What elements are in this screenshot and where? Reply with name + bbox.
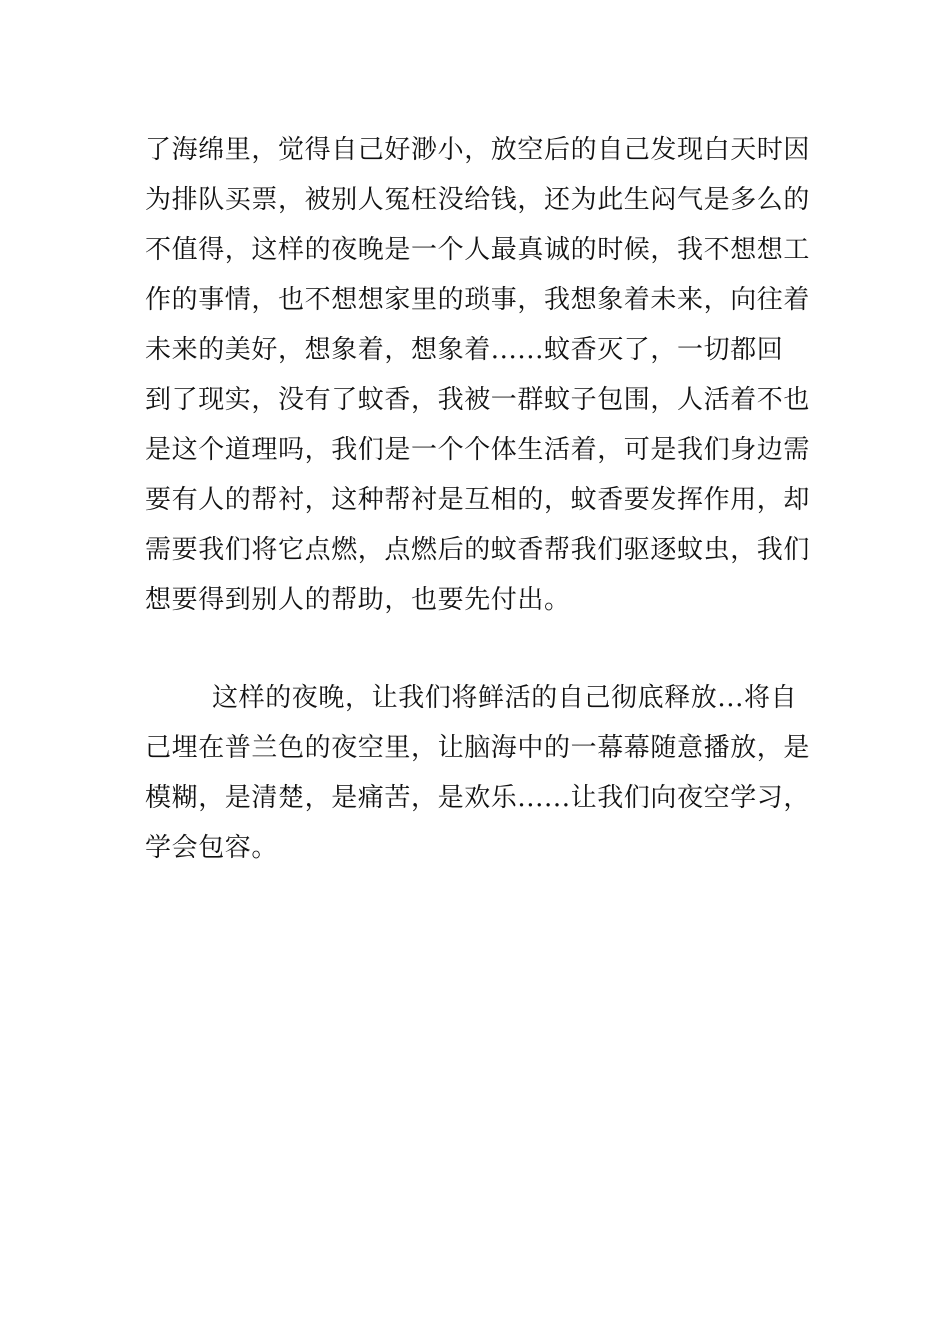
paragraph-line: 是这个道理吗，我们是一个个体生活着，可是我们身边需 (145, 435, 811, 465)
paragraph-line: 不值得，这样的夜晚是一个人最真诚的时候，我不想想工 (145, 235, 811, 265)
paragraph-line: 了海绵里，觉得自己好渺小，放空后的自己发现白天时因 (145, 135, 811, 165)
paragraph-line: 模糊，是清楚，是痛苦，是欢乐......让我们向夜空学习， (145, 783, 810, 813)
paragraph-line: 要有人的帮衬，这种帮衬是互相的，蚊香要发挥作用，却 (145, 485, 811, 515)
paragraph-line: 需要我们将它点燃，点燃后的蚊香帮我们驱逐蚊虫，我们 (145, 535, 811, 565)
paragraph-line: 作的事情，也不想想家里的琐事，我想象着未来，向往着 (145, 285, 811, 315)
paragraph-line: 未来的美好，想象着，想象着......蚊香灭了，一切都回 (145, 335, 784, 365)
paragraph-line: 己埋在普兰色的夜空里，让脑海中的一幕幕随意播放，是 (145, 733, 811, 763)
paragraph-line: 到了现实，没有了蚊香，我被一群蚊子包围，人活着不也 (145, 385, 811, 415)
paragraph-line: 想要得到别人的帮助，也要先付出。 (145, 585, 571, 615)
paragraph-line: 这样的夜晚，让我们将鲜活的自己彻底释放...将自 (212, 683, 798, 713)
paragraph-line: 为排队买票，被别人冤枉没给钱，还为此生闷气是多么的 (145, 185, 811, 215)
paragraph-line: 学会包容。 (145, 833, 279, 863)
